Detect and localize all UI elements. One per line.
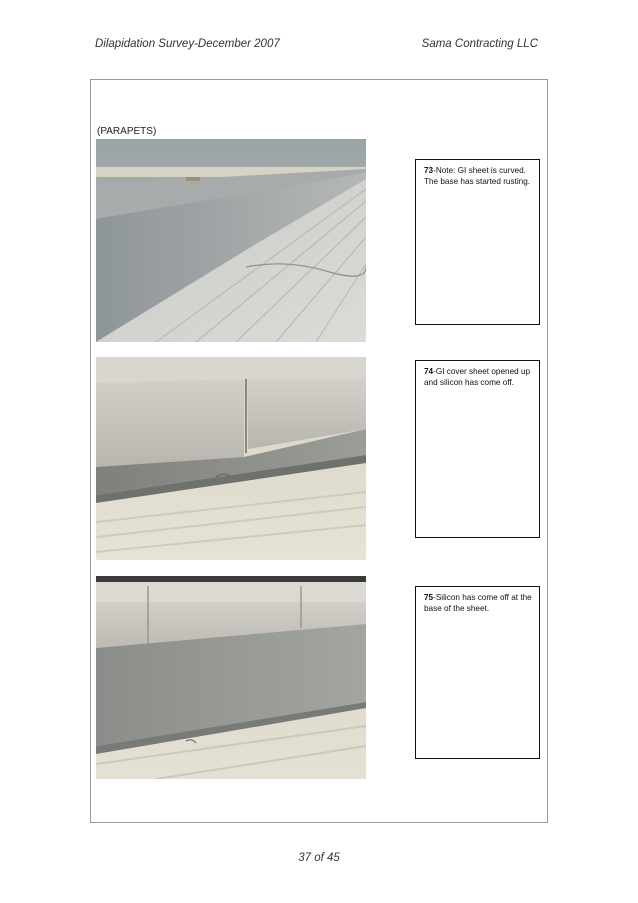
note-number: 75: [424, 593, 434, 602]
photo-parapet-1: [96, 139, 366, 342]
note-text: -GI cover sheet opened up and silicon has come off.: [424, 367, 531, 387]
note-text: -Note: GI sheet is curved. The base has started rusting.: [424, 166, 531, 186]
section-title: (PARAPETS): [97, 126, 157, 137]
note-number: 73: [424, 166, 434, 175]
page-number: 37 of 45: [298, 852, 340, 864]
note-box-74: [415, 360, 540, 538]
note-box-75: [415, 586, 540, 759]
header-title: Dilapidation Survey-December 2007: [95, 38, 280, 50]
header-company: Sama Contracting LLC: [421, 38, 538, 50]
note-box-73: [415, 159, 540, 325]
note-number: 74: [424, 367, 434, 376]
photo-parapet-2: [96, 357, 366, 560]
note-text: -Silicon has come off at the base of the sheet.: [424, 593, 532, 613]
photo-parapet-3: [96, 576, 366, 779]
